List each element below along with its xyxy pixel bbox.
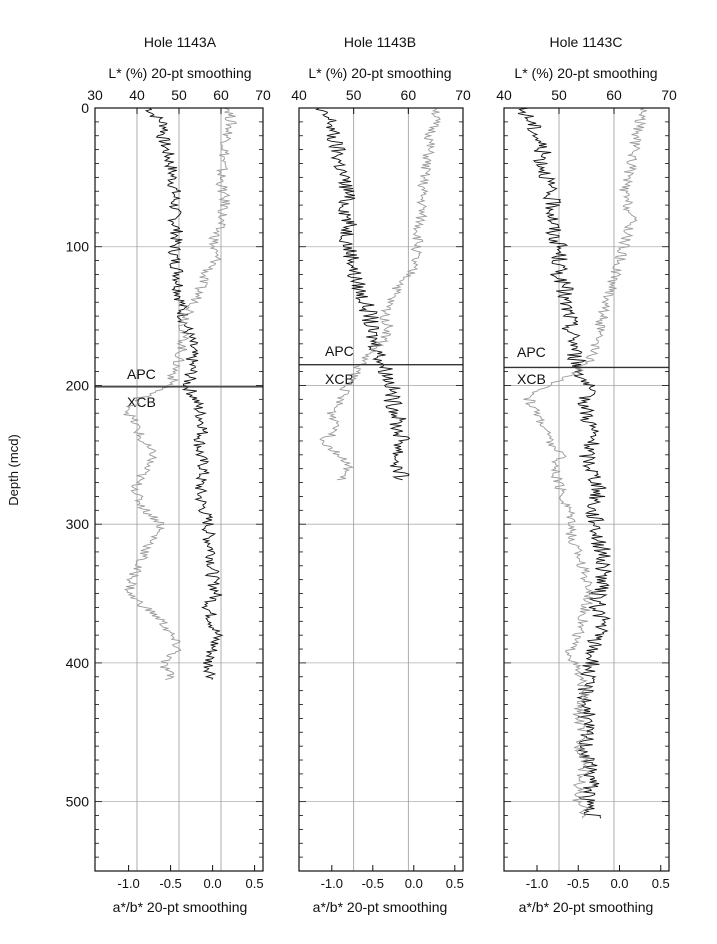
bottom-tick-label: 0.0 <box>404 876 423 891</box>
bottom-tick-label: 0.5 <box>651 876 670 891</box>
bottom-axis-label: a*/b* 20-pt smoothing <box>518 899 654 915</box>
bottom-axis-label: a*/b* 20-pt smoothing <box>312 899 448 915</box>
ab-ratio-series <box>320 108 440 480</box>
bottom-tick-label: -1.0 <box>525 876 549 891</box>
top-tick-label: 50 <box>171 87 187 103</box>
bottom-tick-label: 0.5 <box>445 876 464 891</box>
l-star-series <box>146 108 222 680</box>
top-tick-label: 40 <box>291 87 307 103</box>
xcb-label: XCB <box>517 371 546 387</box>
bottom-tick-label: 0.0 <box>610 876 629 891</box>
top-axis-label: L* (%) 20-pt smoothing <box>308 65 452 81</box>
top-tick-label: 60 <box>606 87 622 103</box>
panel-1143A <box>87 34 271 915</box>
bottom-tick-label: -0.5 <box>159 876 182 891</box>
top-axis-label: L* (%) 20-pt smoothing <box>514 65 658 81</box>
panel-1143C <box>496 34 677 915</box>
top-tick-label: 70 <box>255 87 271 103</box>
apc-label: APC <box>517 344 546 360</box>
depth-tick-label: 100 <box>65 238 89 255</box>
top-tick-label: 60 <box>213 87 229 103</box>
depth-tick-label: 300 <box>65 516 89 533</box>
panel-title: Hole 1143A <box>143 34 217 50</box>
depth-tick-label: 0 <box>81 100 89 116</box>
top-tick-label: 50 <box>551 87 567 103</box>
top-tick-label: 40 <box>129 87 145 103</box>
bottom-tick-label: 0.5 <box>245 876 264 891</box>
xcb-label: XCB <box>127 394 156 410</box>
bottom-tick-label: -1.0 <box>320 876 344 891</box>
apc-label: APC <box>127 366 156 382</box>
apc-label: APC <box>325 343 354 359</box>
top-tick-label: 70 <box>661 87 677 103</box>
depth-tick-label: 500 <box>65 793 89 810</box>
panel-frame <box>299 108 463 871</box>
bottom-tick-label: -0.5 <box>567 876 590 891</box>
bottom-tick-label: -0.5 <box>361 876 385 891</box>
xcb-label: XCB <box>325 371 354 387</box>
top-tick-label: 70 <box>455 87 471 103</box>
l-star-series <box>518 108 611 818</box>
depth-tick-label: 400 <box>65 654 89 671</box>
panel-title: Hole 1143C <box>549 34 623 50</box>
top-tick-label: 50 <box>345 87 362 103</box>
top-axis-label: L* (%) 20-pt smoothing <box>108 65 252 81</box>
y-axis-label: Depth (mcd) <box>6 434 21 506</box>
panel-title: Hole 1143B <box>343 34 417 50</box>
depth-tick-label: 200 <box>65 377 89 394</box>
bottom-axis-label: a*/b* 20-pt smoothing <box>112 899 248 915</box>
top-tick-label: 30 <box>87 87 103 103</box>
top-tick-label: 60 <box>400 87 417 103</box>
top-tick-label: 40 <box>496 87 512 103</box>
bottom-tick-label: -1.0 <box>117 876 140 891</box>
panel-1143B <box>291 34 471 915</box>
bottom-tick-label: 0.0 <box>203 876 222 891</box>
